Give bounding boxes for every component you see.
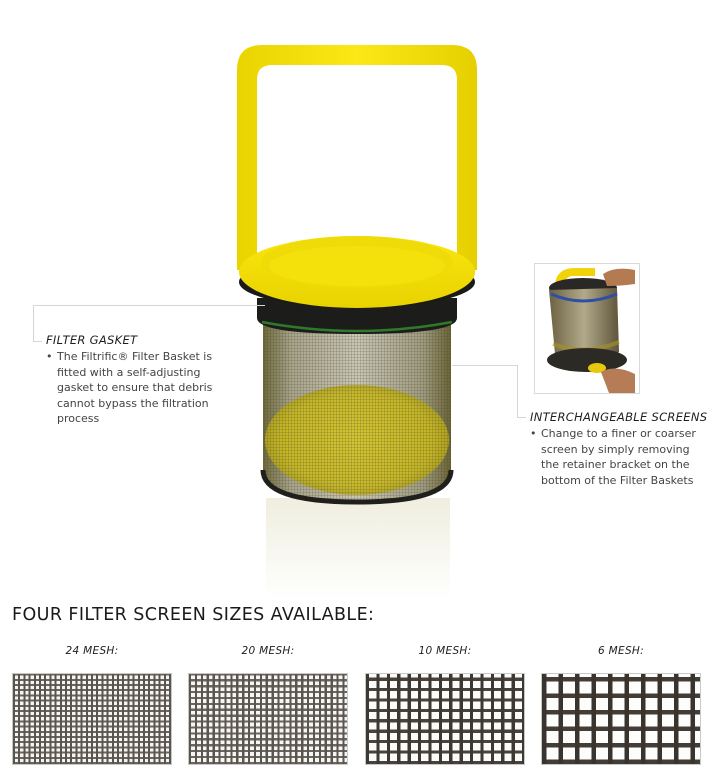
callout-body: [46, 349, 246, 427]
callout-line-screens-h: [452, 365, 518, 366]
section-heading: FOUR FILTER SCREEN SIZES AVAILABLE:: [12, 605, 375, 625]
mesh-sample-10: [365, 673, 525, 765]
callout-line-gasket-h: [33, 305, 265, 306]
inset-photo: [534, 263, 640, 394]
mesh-label-10: 10 MESH:: [418, 645, 472, 657]
basket-removal-photo: [535, 264, 639, 393]
callout-line-gasket-v: [33, 305, 34, 342]
callout-interchangeable-screens: [530, 410, 710, 488]
callout-line-screens-tick: [517, 417, 526, 418]
callout-line-screens-v: [517, 365, 518, 417]
mesh-sample-24: [12, 673, 172, 765]
mesh-label-20: 20 MESH:: [241, 645, 295, 657]
mesh-label-24: 24 MESH:: [65, 645, 119, 657]
mesh-label-6: 6 MESH:: [598, 645, 644, 657]
callout-body: [530, 426, 710, 488]
callout-filter-gasket: [46, 333, 246, 427]
callout-bullet: • The Filtrific® Filter Basket is fitted with a self-adjusting gasket to ensure that debris cannot bypass the filtration process: [46, 349, 217, 427]
callout-title: FILTER GASKET: [46, 333, 138, 347]
callout-line-gasket-tick: [33, 341, 42, 342]
mesh-sample-6: [541, 673, 701, 765]
callout-title: INTERCHANGEABLE SCREENS: [530, 410, 708, 424]
mesh-sample-20: [188, 673, 348, 765]
callout-bullet: • Change to a finer or coarser screen by simply removing the retainer bracket on the bottom of the Filter Baskets: [530, 426, 709, 488]
